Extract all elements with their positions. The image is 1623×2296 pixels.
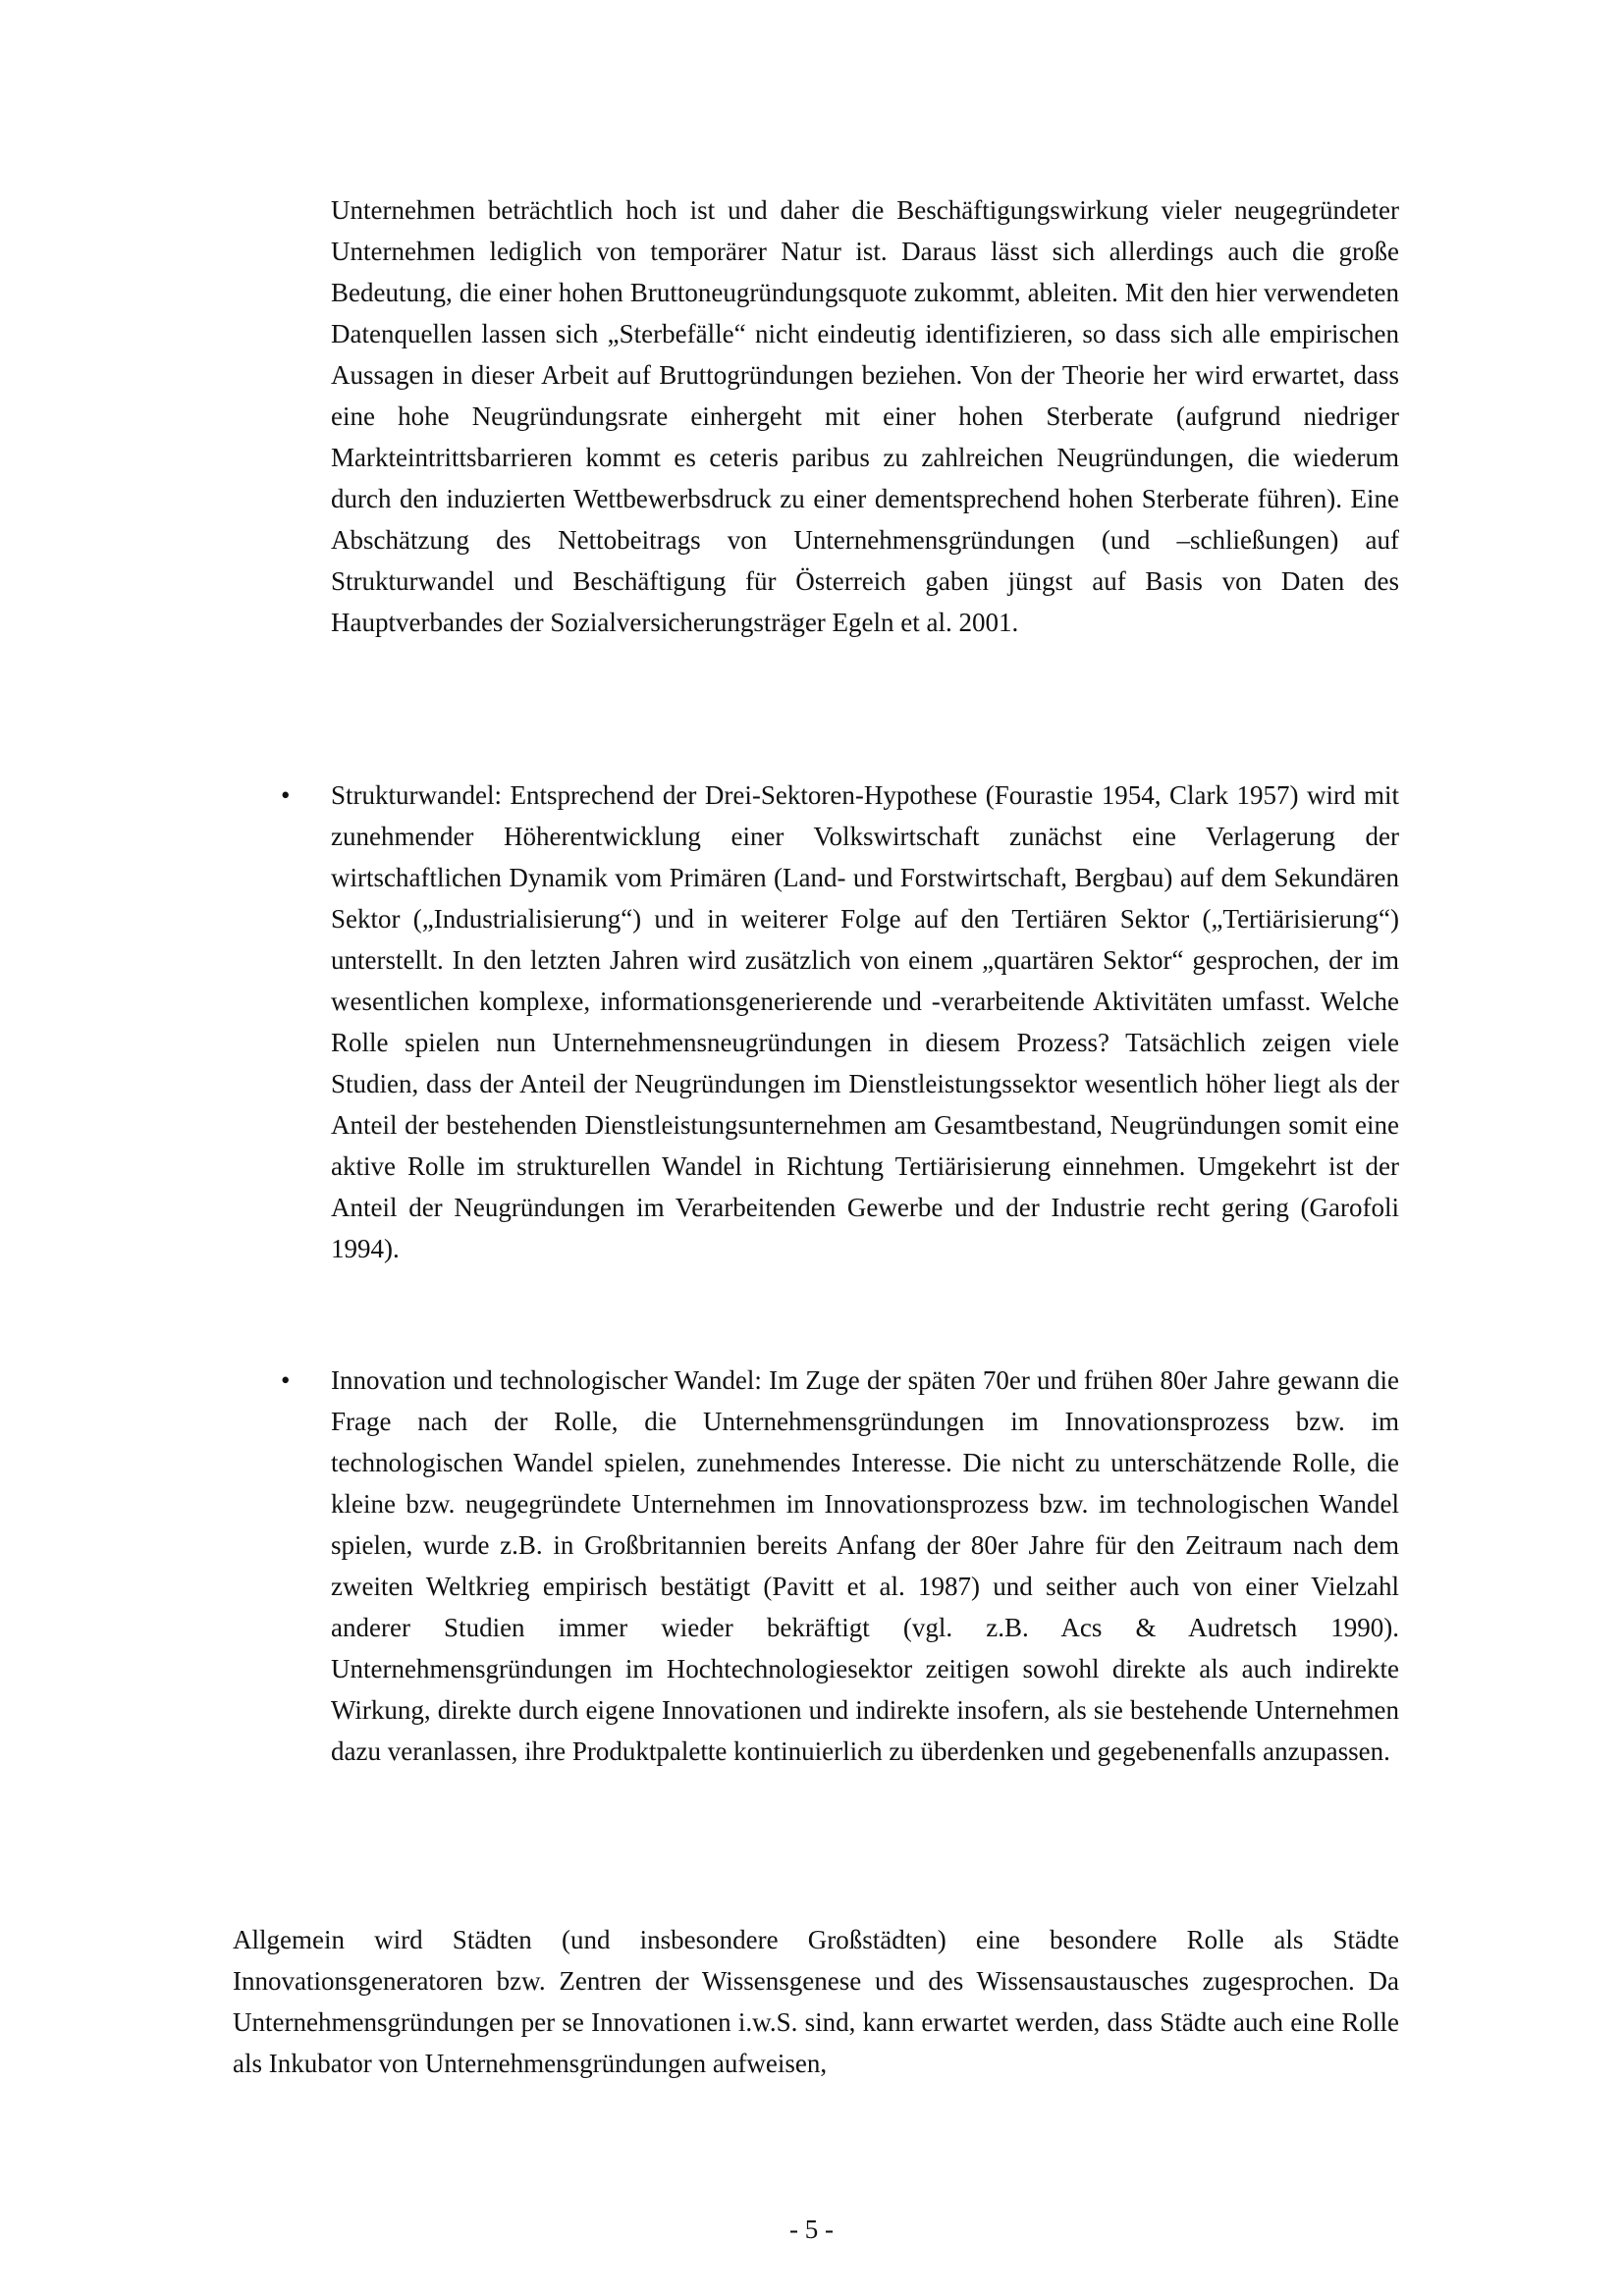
page-number: - 5 - [789,2215,834,2244]
bullet-marker: • [281,780,291,810]
bullet-marker: • [281,1365,291,1395]
bullet-text-strukturwandel: Strukturwandel: Entsprechend der Drei-Sektoren-Hypothese (Fourastie 1954, Clark 1957) wird mit zunehmender Höherentwicklung einer Volkswirtschaft zunächst eine Verlagerung der wirtschaftlichen Dynamik vom Primären (Land- und Forstwirtschaft, Bergbau) auf dem Sekundären Sektor („Industrialisierung“) und in weiterer Folge auf den Tertiären Sektor („Tertiärisierung“) unterstellt. In den letzten Jahren wird zusätzlich von einem „quartären Sektor“ gesprochen, der im wesentlichen komplexe, informationsgenerierende und -verarbeitende Aktivitäten umfasst. Welche Rolle spielen nun Unternehmensneugründungen in diesem Prozess? Tatsächlich zeigen viele Studien, dass der Anteil der Neugründungen im Dienstleistungssektor wesentlich höher liegt als der Anteil der bestehenden Dienstleistungsunternehmen am Gesamtbestand, Neugründungen somit eine aktive Rolle im strukturellen Wandel in Richtung Tertiärisierung einnehmen. Umgekehrt ist der Anteil der Neugründungen im Verarbeitenden Gewerbe und der Industrie recht gering (Garofoli 1994). [331,780,1399,1263]
closing-paragraph: Allgemein wird Städten (und insbesondere Großstädten) eine besondere Rolle als Städte Innovationsgeneratoren bzw. Zentren der Wissensgenese und des Wissensaustausches zugesprochen. Da Unternehmensgründungen per se Innovationen i.w.S. sind, kann erwartet werden, dass Städte auch eine Rolle als Inkubator von Unternehmensgründungen aufweisen, [233,1925,1399,2078]
bullet-text-innovation: Innovation und technologischer Wandel: Im Zuge der späten 70er und frühen 80er Jahre gewann die Frage nach der Rolle, die Unternehmensgründungen im Innovationsprozess bzw. im technologischen Wandel spielen, zunehmendes Interesse. Die nicht zu unterschätzende Rolle, die kleine bzw. neugegründete Unternehmen im Innovationsprozess bzw. im technologischen Wandel spielen, wurde z.B. in Großbritannien bereits Anfang der 80er Jahre für den Zeitraum nach dem zweiten Weltkrieg empirisch bestätigt (Pavitt et al. 1987) und seither auch von einer Vielzahl anderer Studien immer wieder bekräftigt (vgl. z.B. Acs & Audretsch 1990). Unternehmensgründungen im Hochtechnologiesektor zeitigen sowohl direkte als auch indirekte Wirkung, direkte durch eigene Innovationen und indirekte insofern, als sie bestehende Unternehmen dazu veranlassen, ihre Produktpalette kontinuierlich zu überdenken und gegebenenfalls anzupassen. [331,1365,1399,1766]
continuation-paragraph: Unternehmen beträchtlich hoch ist und daher die Beschäftigungswirkung vieler neugegründeter Unternehmen lediglich von temporärer Natur ist. Daraus lässt sich allerdings auch die große Bedeutung, die einer hohen Bruttoneugründungsquote zukommt, ableiten. Mit den hier verwendeten Datenquellen lassen sich „Sterbefälle“ nicht eindeutig identifizieren, so dass sich alle empirischen Aussagen in dieser Arbeit auf Bruttogründungen beziehen. Von der Theorie her wird erwartet, dass eine hohe Neugründungsrate einhergeht mit einer hohen Sterberate (aufgrund niedriger Markteintrittsbarrieren kommt es ceteris paribus zu zahlreichen Neugründungen, die wiederum durch den induzierten Wettbewerbsdruck zu einer dementsprechend hohen Sterberate führen). Eine Abschätzung des Nettobeitrags von Unternehmensgründungen (und –schließungen) auf Strukturwandel und Beschäftigung für Österreich gaben jüngst auf Basis von Daten des Hauptverbandes der Sozialversicherungsträger Egeln et al. 2001. [331,195,1399,637]
